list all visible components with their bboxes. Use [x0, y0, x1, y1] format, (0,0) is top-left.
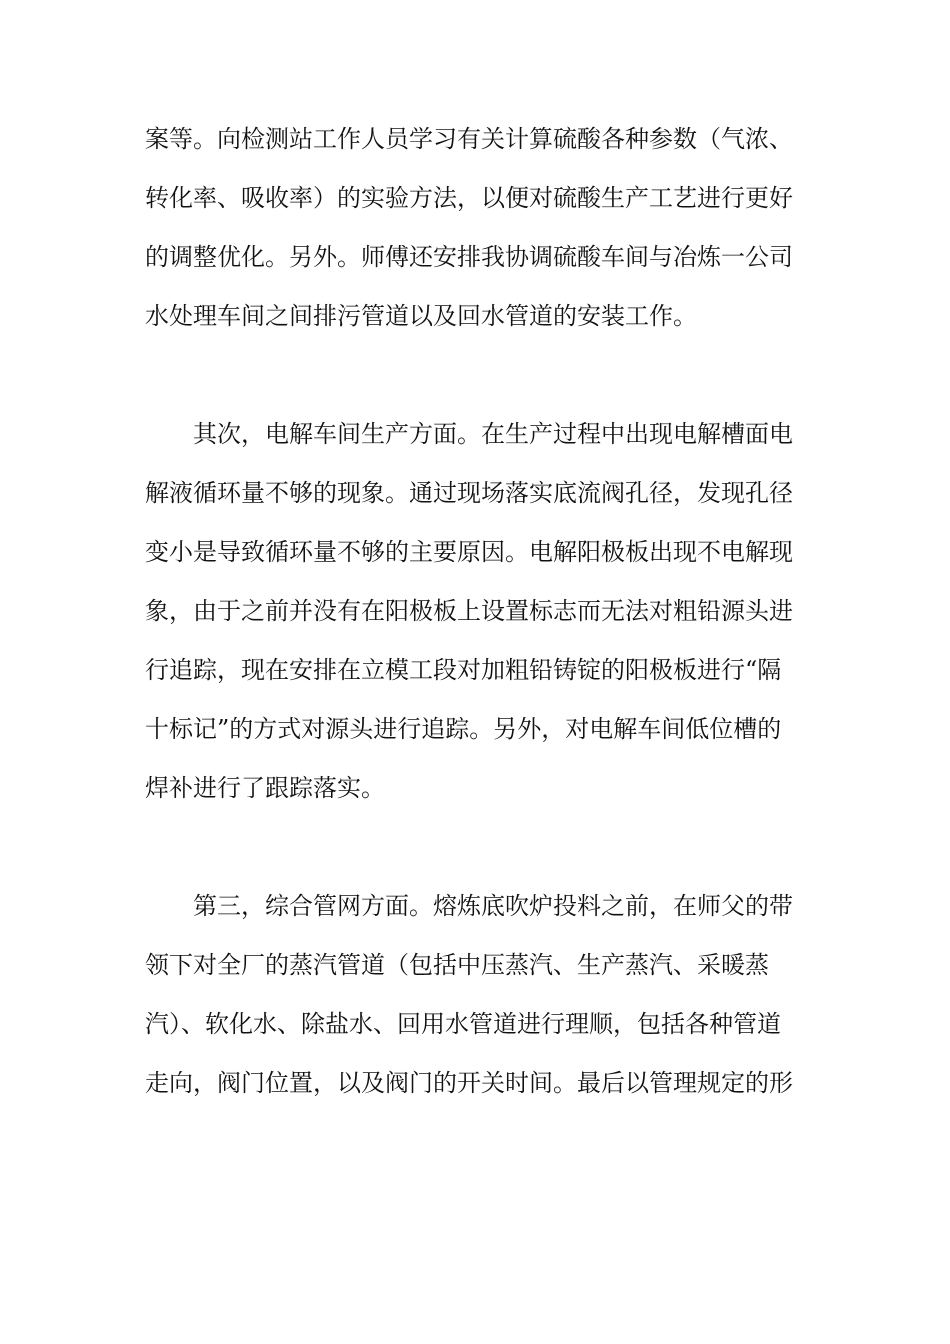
text-line: 变小是导致循环量不够的主要原因。电解阳极板出现不电解现 [145, 538, 793, 566]
text-line: 其次，电解车间生产方面。在生产过程中出现电解槽面电 [193, 420, 793, 448]
paragraph [145, 416, 805, 829]
paragraph [145, 888, 805, 1124]
paragraph-gap [145, 829, 805, 888]
text-line: 案等。向检测站工作人员学习有关计算硫酸各种参数（气浓、 [145, 125, 793, 153]
text-line: 水处理车间之间排污管道以及回水管道的安装工作。 [145, 302, 697, 330]
text-line: 解液循环量不够的现象。通过现场落实底流阀孔径，发现孔径 [145, 479, 793, 507]
text-line: 焊补进行了跟踪落实。 [145, 774, 385, 802]
body-text [145, 121, 805, 1124]
paragraph [145, 121, 805, 357]
text-line: 走向，阀门位置，以及阀门的开关时间。最后以管理规定的形 [145, 1069, 793, 1097]
text-line: 领下对全厂的蒸汽管道（包括中压蒸汽、生产蒸汽、采暖蒸 [145, 951, 769, 979]
text-line: 十标记”的方式对源头进行追踪。另外，对电解车间低位槽的 [145, 715, 782, 743]
text-line: 的调整优化。另外。师傅还安排我协调硫酸车间与冶炼一公司 [145, 243, 793, 271]
text-line: 象，由于之前并没有在阳极板上设置标志而无法对粗铅源头进 [145, 597, 793, 625]
text-line: 行追踪，现在安排在立模工段对加粗铅铸锭的阳极板进行“隔 [145, 656, 782, 684]
text-line: 第三，综合管网方面。熔炼底吹炉投料之前，在师父的带 [193, 892, 793, 920]
text-line: 汽）、软化水、除盐水、回用水管道进行理顺，包括各种管道 [145, 1010, 781, 1038]
text-line: 转化率、吸收率）的实验方法，以便对硫酸生产工艺进行更好 [145, 184, 793, 212]
paragraph-gap [145, 357, 805, 416]
